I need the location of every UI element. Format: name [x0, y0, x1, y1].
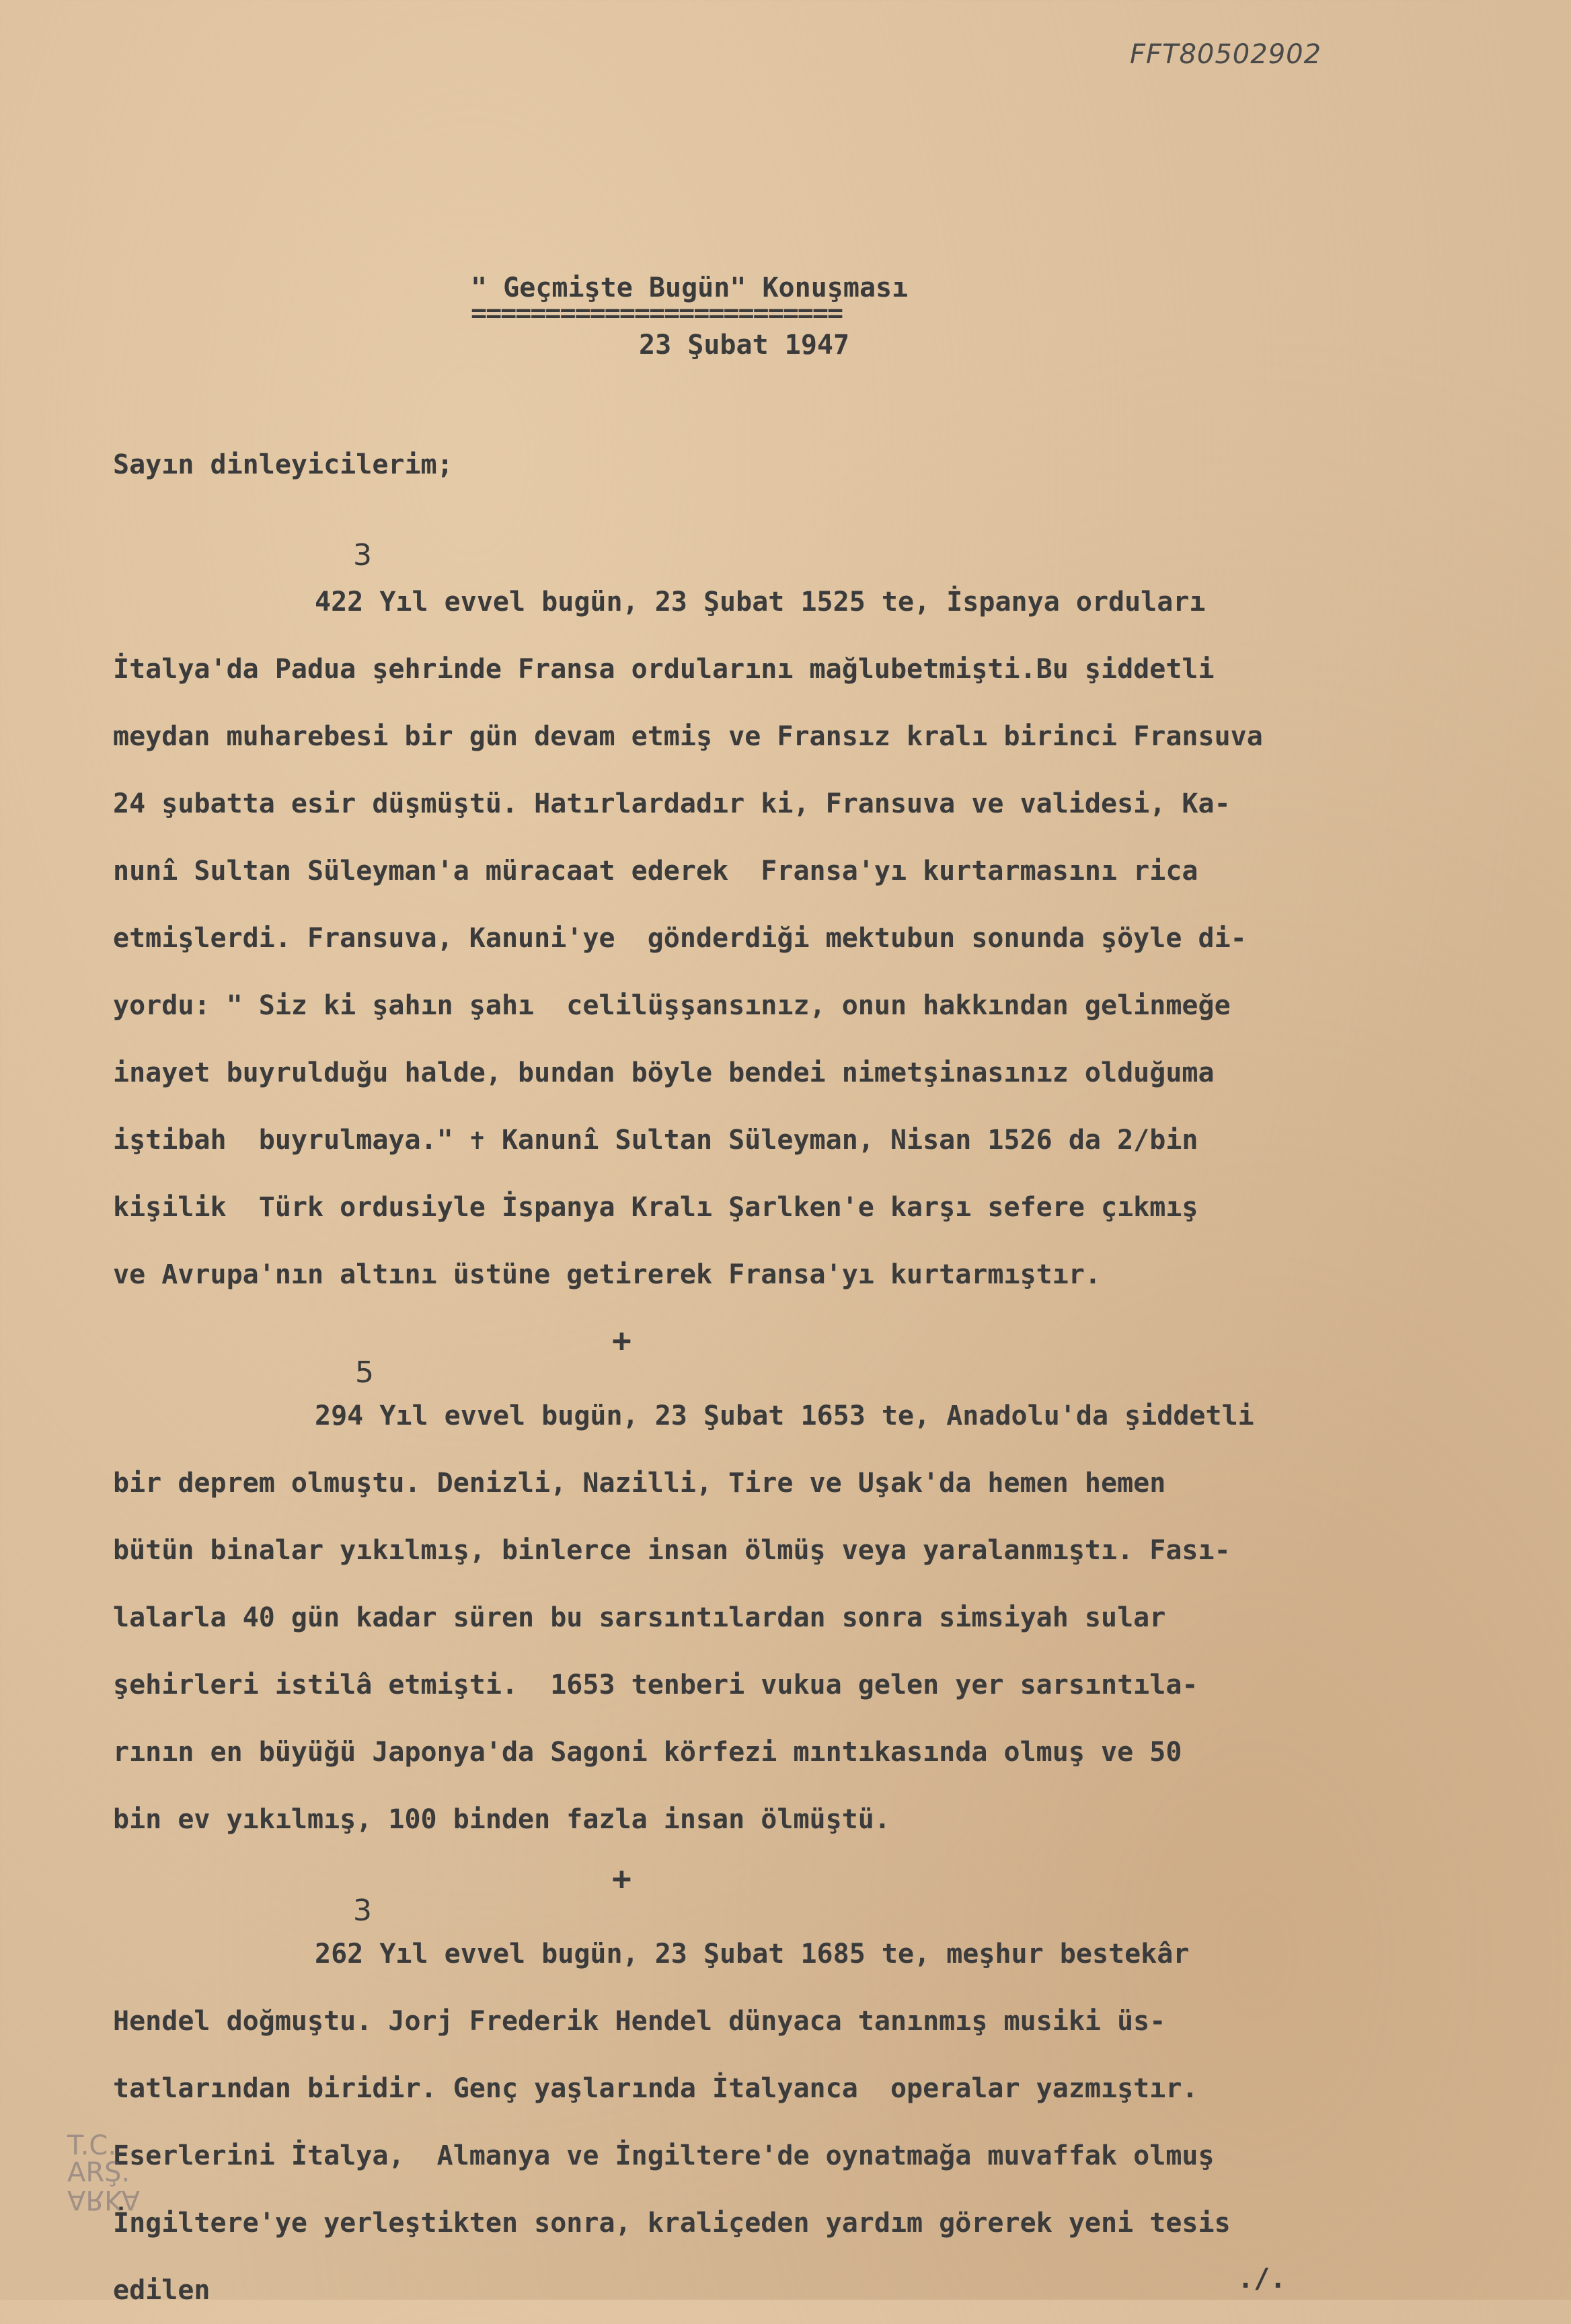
paragraph-line: iştibah buyrulmaya." ✝ Kanunî Sultan Süleyman, Nisan 1526 da 2/bin [113, 1125, 1198, 1156]
archive-stamp [67, 2132, 140, 2213]
paragraph-line: meydan muharebesi bir gün devam etmiş ve Fransız kralı birinci Fransuva [113, 721, 1263, 752]
paragraph-line: Eserlerini İtalya, Almanya ve İngiltere'de oynatmağa muvaffak olmuş [113, 2140, 1215, 2171]
document-title [471, 272, 1076, 324]
margin-number-3: 3 [353, 1894, 372, 1928]
document-date: 23 Şubat 1947 [639, 330, 850, 361]
separator-1: + [612, 1322, 631, 1359]
margin-number-1: 3 [353, 538, 372, 572]
margin-number-2: 5 [355, 1355, 374, 1390]
stamp-line: T.C. [67, 2130, 117, 2161]
paragraph-line: 422 Yıl evvel bugün, 23 Şubat 1525 te, İspanya orduları [315, 587, 1206, 617]
paragraph-line: 262 Yıl evvel bugün, 23 Şubat 1685 te, meşhur bestekâr [315, 1939, 1190, 1970]
paragraph-line: şehirleri istilâ etmişti. 1653 tenberi vukua gelen yer sarsıntıla- [113, 1670, 1198, 1700]
paragraph-line: rının en büyüğü Japonya'da Sagoni körfezi mıntıkasında olmuş ve 50 [113, 1737, 1182, 1768]
paragraph-1 [113, 568, 1552, 1308]
paragraph-line: Hendel doğmuştu. Jorj Frederik Hendel dünyaca tanınmış musiki üs- [113, 2006, 1166, 2037]
paragraph-line: bir deprem olmuştu. Denizli, Nazilli, Tire ve Uşak'da hemen hemen [113, 1468, 1166, 1499]
salutation: Sayın dinleyicilerim; [113, 449, 453, 480]
page-continuation-mark: ./. [1237, 2263, 1287, 2294]
paragraph-line: 24 şubatta esir düşmüştü. Hatırlardadır ki, Fransuva ve validesi, Ka- [113, 788, 1231, 819]
paragraph-line: etmişlerdi. Fransuva, Kanuni'ye gönderdiği mektubun sonunda şöyle di- [113, 923, 1247, 954]
paragraph-2 [113, 1382, 1552, 1853]
title-underline: ========================= [471, 303, 843, 324]
serial-number: FFT80502902 [1130, 39, 1322, 70]
paragraph-line: bin ev yıkılmış, 100 binden fazla insan ölmüştü. [113, 1804, 890, 1835]
paragraph-line: İtalya'da Padua şehrinde Fransa ordularını mağlubetmişti.Bu şiddetli [113, 654, 1215, 685]
paragraph-3 [113, 1920, 1552, 2324]
stamp-line: ARŞ. [67, 2157, 130, 2188]
separator-2: + [612, 1860, 631, 1898]
paragraph-line: kişilik Türk ordusiyle İspanya Kralı Şarlken'e karşı sefere çıkmış [113, 1192, 1198, 1223]
title-text: " Geçmişte Bugün" Konuşması [471, 272, 909, 303]
stamp-line: ARKA [67, 2184, 141, 2215]
paragraph-line: İngiltere'ye yerleştikten sonra, kraliçeden yardım görerek yeni tesis [113, 2208, 1231, 2239]
paragraph-line: lalarla 40 gün kadar süren bu sarsıntılardan sonra simsiyah sular [113, 1602, 1166, 1633]
paragraph-line: bütün binalar yıkılmış, binlerce insan ölmüş veya yaralanmıştı. Fası- [113, 1535, 1231, 1566]
paragraph-line: 294 Yıl evvel bugün, 23 Şubat 1653 te, Anadolu'da şiddetli [315, 1400, 1254, 1431]
paragraph-line: tatlarından biridir. Genç yaşlarında İtalyanca operalar yazmıştır. [113, 2073, 1198, 2104]
paragraph-line: nunî Sultan Süleyman'a müracaat ederek Fransa'yı kurtarmasını rica [113, 856, 1198, 887]
paragraph-line: inayet buyrulduğu halde, bundan böyle bendei nimetşinasınız olduğuma [113, 1057, 1215, 1088]
paragraph-line: edilen [113, 2275, 210, 2306]
paragraph-line: yordu: " Siz ki şahın şahı celilüşşansınız, onun hakkından gelinmeğe [113, 990, 1231, 1021]
paragraph-line: ve Avrupa'nın altını üstüne getirerek Fransa'yı kurtarmıştır. [113, 1259, 1102, 1290]
